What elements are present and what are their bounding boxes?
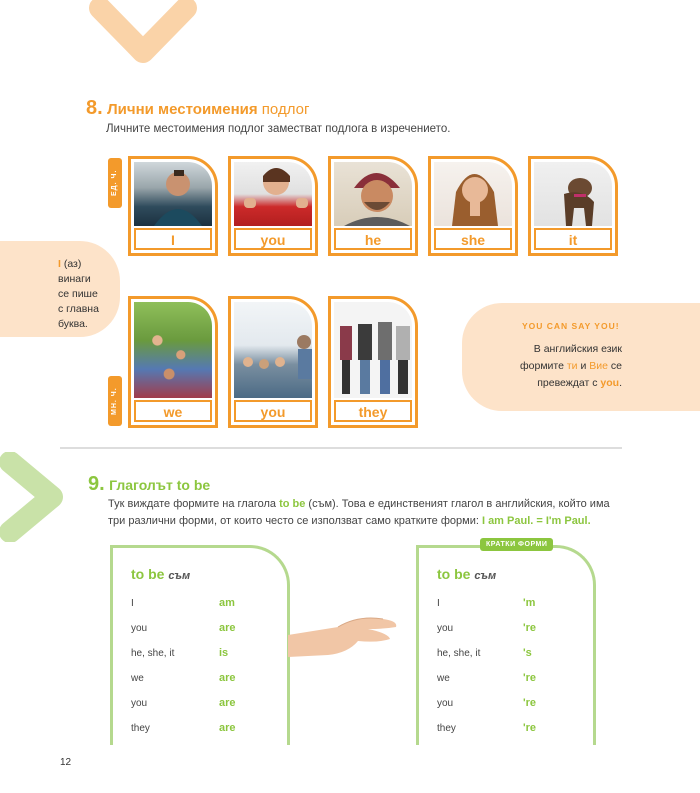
woman-pointing-photo: [234, 162, 312, 226]
pronoun-label: she: [434, 228, 512, 250]
section-9-text: Тук виждате формите на глагола to be (съм). Това е единственият глагол в английския, който има три различни форми, от които често се използват само кратките форми: I am Paul. = I'm Paul.: [108, 498, 610, 527]
pronoun-label: it: [534, 228, 612, 250]
pronoun-label: we: [134, 400, 212, 422]
audience-photo: [234, 302, 312, 398]
smiling-man-photo: [334, 162, 412, 226]
table-heading: to be съм: [437, 566, 497, 582]
section-9-heading: 9. Глаголът to be: [88, 473, 211, 495]
pronoun-label: you: [234, 228, 312, 250]
pronoun-label: he: [334, 228, 412, 250]
dog-photo: [534, 162, 612, 226]
to-be-full-table: to be съм I am you are he, she, it is we are you are they are: [110, 545, 290, 745]
pronoun-card-you: [228, 156, 318, 256]
note-you: YOU CAN SAY YOU! В английския език формите ти и Вие се превеждат с you.: [462, 303, 700, 411]
pronoun-card-they: [328, 296, 418, 428]
pronoun-card-we: [128, 296, 218, 428]
singular-tab: ЕД. Ч.: [108, 158, 122, 208]
section-8-subtitle: Личните местоимения подлог заместват подлога в изречението.: [106, 123, 451, 135]
section-8-heading: 8. Лични местоимения подлог: [86, 97, 310, 119]
hand-gesture-image: [288, 605, 403, 675]
pronoun-label: I: [134, 228, 212, 250]
chevron-down-icon: [88, 0, 198, 70]
pronoun-card-she: [428, 156, 518, 256]
pronoun-card-he: [328, 156, 418, 256]
short-forms-badge: КРАТКИ ФОРМИ: [480, 538, 553, 551]
pronoun-label: you: [234, 400, 312, 422]
chevron-right-icon: [0, 452, 72, 542]
group-photo: [334, 302, 412, 398]
man-pointing-photo: [134, 162, 212, 226]
table-heading: to be съм: [131, 566, 191, 582]
to-be-short-table: to be съм I 'm you 're he, she, it 's we 're you 're they 're: [416, 545, 596, 745]
pronoun-card-you-plural: [228, 296, 318, 428]
crowd-photo: [134, 302, 212, 398]
page-number: 12: [60, 757, 72, 768]
pronoun-label: they: [334, 400, 412, 422]
smiling-woman-photo: [434, 162, 512, 226]
pronoun-card-i: [128, 156, 218, 256]
section-divider: [60, 447, 622, 449]
note-capital-i: I (аз) винаги се пише с главна буква.: [0, 241, 120, 337]
pronoun-card-it: [528, 156, 618, 256]
plural-tab: МН. Ч.: [108, 376, 122, 426]
